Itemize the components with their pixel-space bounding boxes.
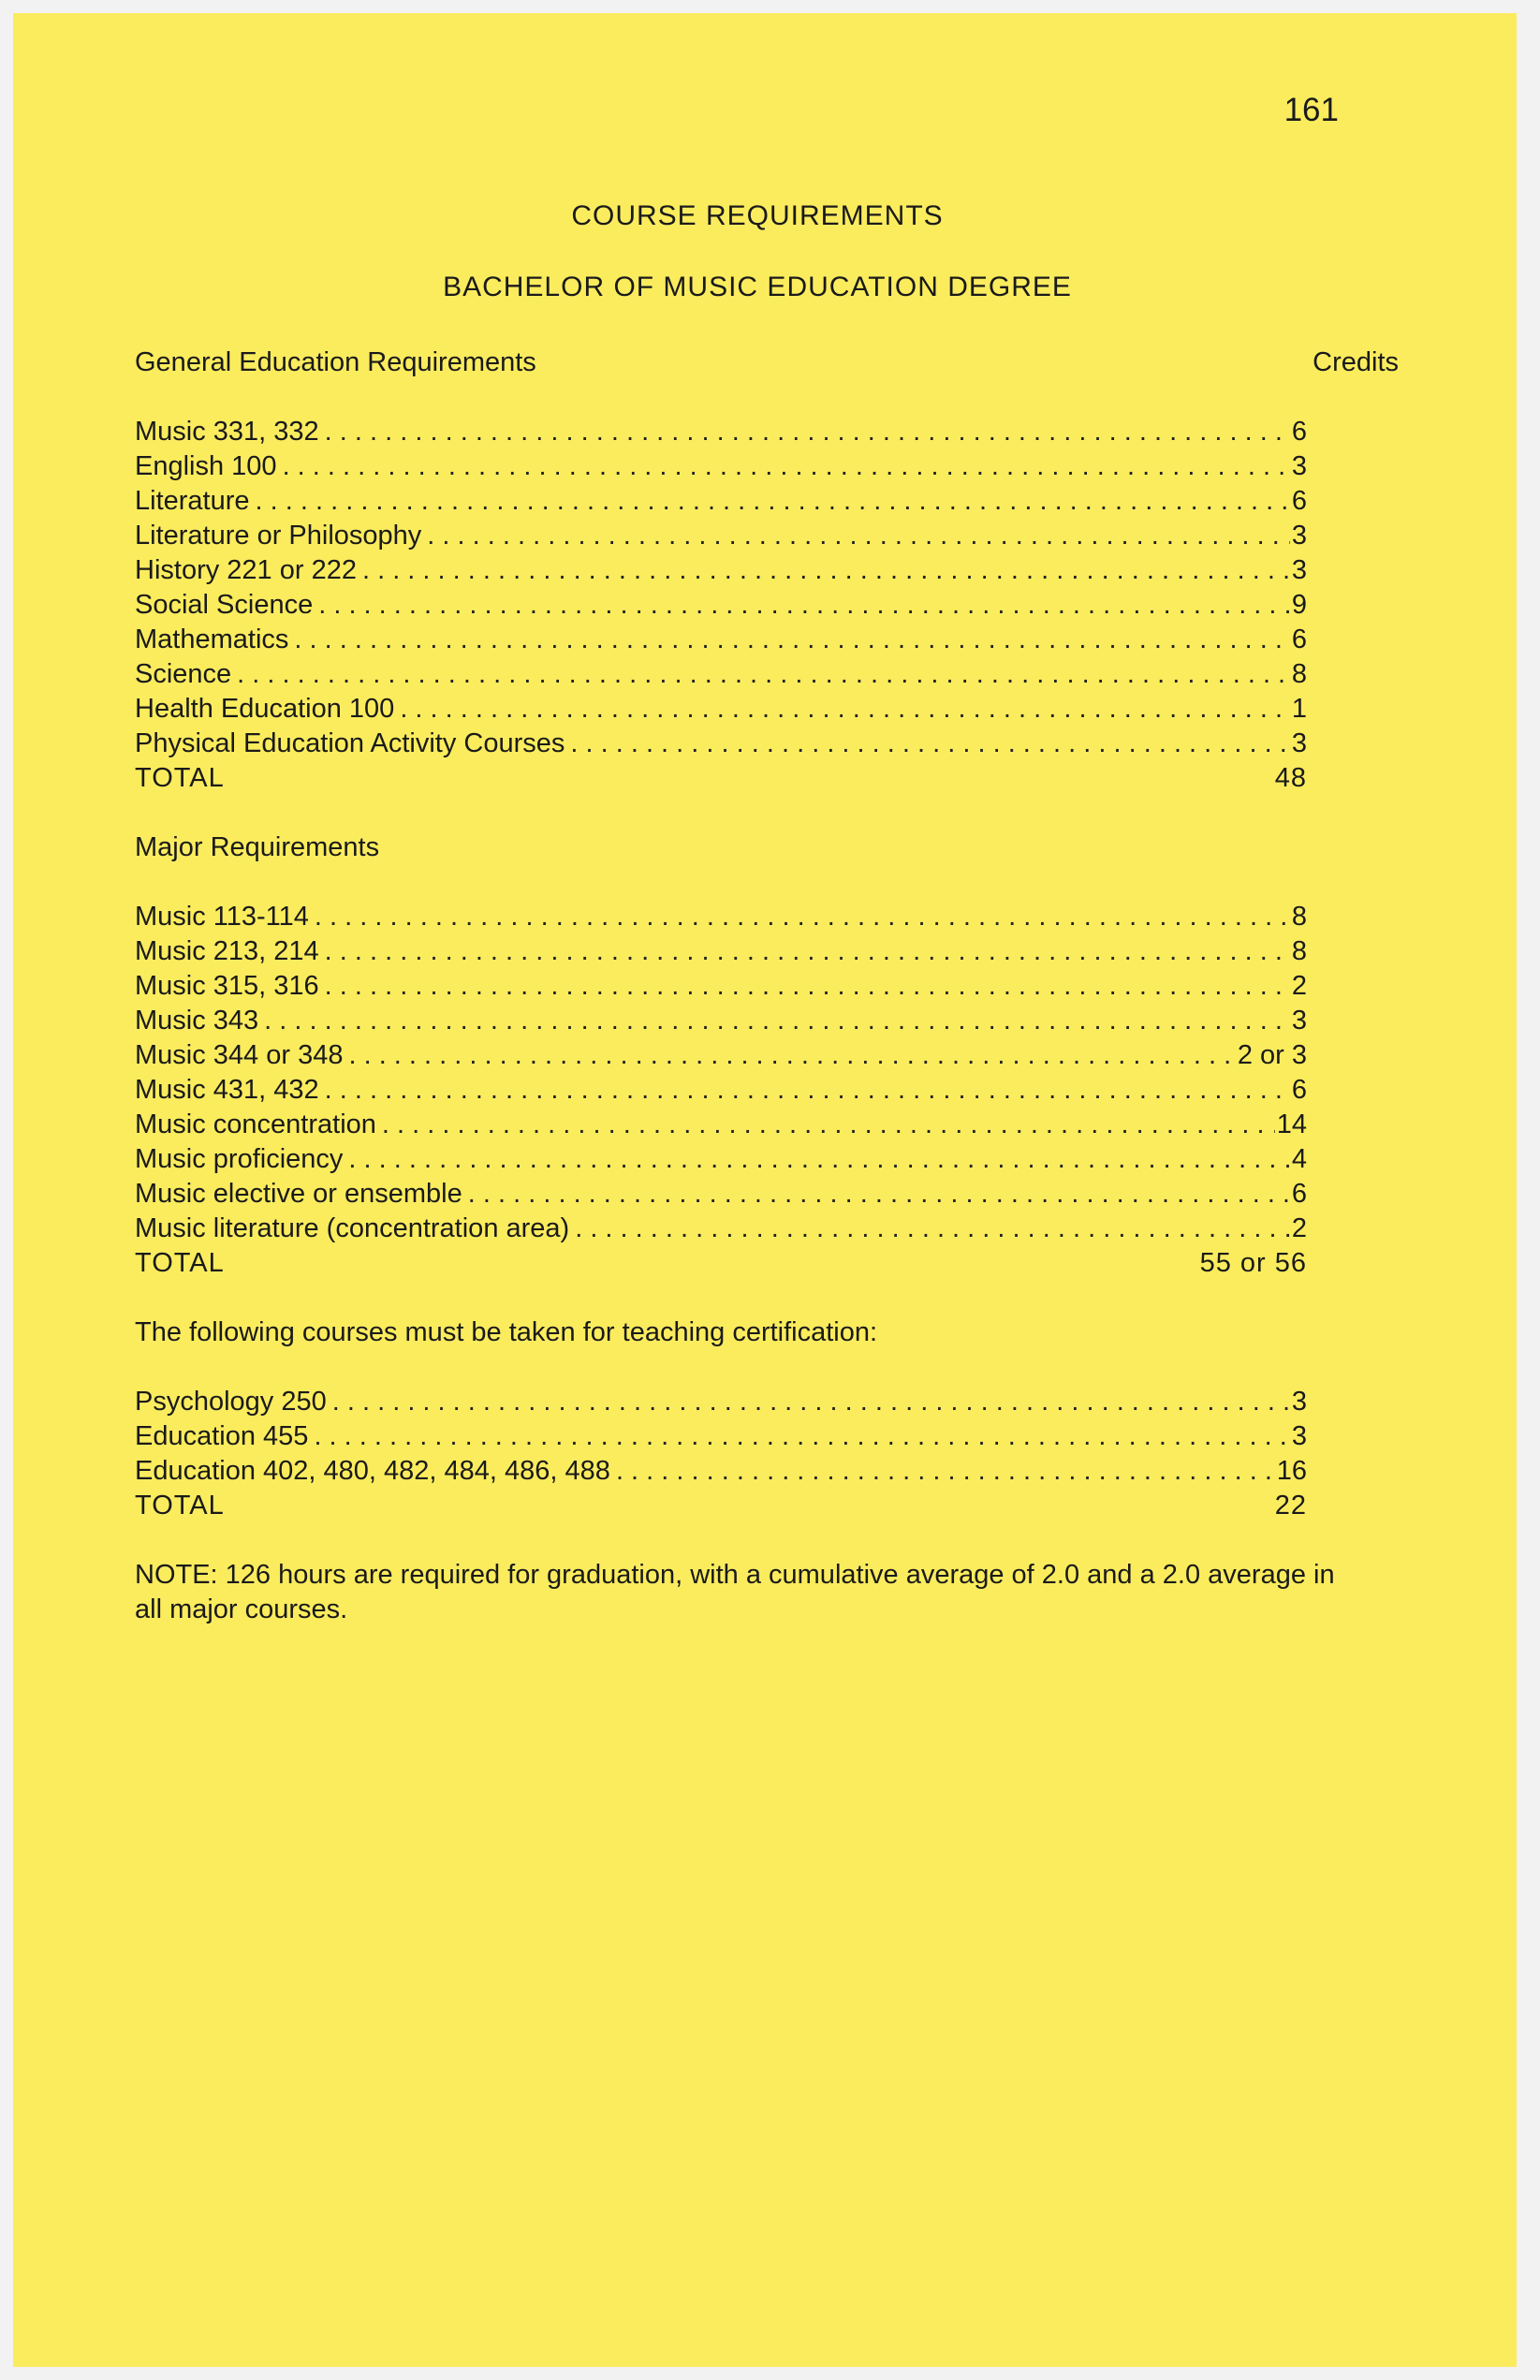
- credit-value: 8: [1291, 936, 1307, 966]
- course-label: Education 455: [135, 1421, 309, 1451]
- list-item: [135, 1177, 1307, 1212]
- dot-leader: [237, 657, 1290, 692]
- list-item: [135, 1454, 1307, 1489]
- course-label: Social Science: [135, 590, 314, 620]
- dot-leader: [348, 1142, 1289, 1177]
- course-label: Music proficiency: [135, 1144, 344, 1174]
- credit-value: 6: [1291, 1179, 1307, 1209]
- page-title: COURSE REQUIREMENTS: [571, 200, 944, 231]
- course-label: Music 331, 332: [135, 417, 319, 447]
- course-label: Science: [135, 659, 232, 689]
- dot-leader: [400, 692, 1290, 727]
- certification-list: [135, 1385, 1361, 1489]
- list-item: [135, 553, 1307, 588]
- dot-leader: [325, 969, 1290, 1004]
- course-label: Mathematics: [135, 624, 289, 654]
- dot-leader: [325, 1073, 1290, 1108]
- dot-leader: [325, 415, 1290, 449]
- list-item: [135, 1385, 1307, 1419]
- total-label: TOTAL: [135, 763, 225, 793]
- credit-value: 2: [1291, 971, 1307, 1001]
- course-label: Music concentration: [135, 1109, 376, 1139]
- requirements-content: [135, 345, 1399, 1627]
- course-label: Music 431, 432: [135, 1075, 319, 1105]
- dot-leader: [256, 484, 1290, 519]
- dot-leader: [348, 1038, 1235, 1073]
- major-requirements-header: [135, 830, 1361, 865]
- course-label: Music elective or ensemble: [135, 1179, 462, 1209]
- credit-value: 6: [1291, 417, 1307, 447]
- page-number: 161: [1283, 92, 1339, 128]
- total-label: TOTAL: [135, 1248, 225, 1278]
- course-label: Music 343: [135, 1006, 259, 1036]
- credit-value: 8: [1291, 659, 1307, 689]
- dot-leader: [468, 1177, 1290, 1212]
- credit-value: 6: [1291, 486, 1307, 516]
- dot-leader: [294, 623, 1289, 657]
- list-item: [135, 1004, 1307, 1038]
- course-label: Music 315, 316: [135, 971, 319, 1001]
- credit-value: 4: [1291, 1144, 1307, 1174]
- credit-value: 2: [1291, 1213, 1307, 1243]
- list-item: [135, 484, 1307, 519]
- general-education-heading: General Education Requirements: [135, 347, 536, 377]
- credit-value: 3: [1291, 521, 1307, 551]
- total-value: 22: [1274, 1491, 1307, 1521]
- credit-value: 2 or 3: [1237, 1040, 1307, 1070]
- general-education-list: [135, 415, 1361, 761]
- dot-leader: [315, 900, 1290, 934]
- credit-value: 8: [1291, 902, 1307, 932]
- document-page: [13, 13, 1517, 2367]
- credit-value: 3: [1291, 1421, 1307, 1451]
- course-label: Music 213, 214: [135, 936, 319, 966]
- list-item: [135, 623, 1307, 657]
- list-item: [135, 934, 1307, 969]
- credit-value: 6: [1291, 1075, 1307, 1105]
- major-requirements-list: [135, 900, 1361, 1246]
- dot-leader: [575, 1212, 1290, 1246]
- credit-value: 9: [1291, 590, 1307, 620]
- dot-leader: [362, 553, 1290, 588]
- dot-leader: [382, 1108, 1275, 1142]
- general-education-header: [135, 345, 1399, 380]
- certification-header: [135, 1315, 1361, 1350]
- list-item: [135, 900, 1307, 934]
- credit-value: 3: [1291, 1387, 1307, 1417]
- certification-total: [135, 1489, 1307, 1523]
- list-item: [135, 969, 1307, 1004]
- credits-column-label: Credits: [1313, 347, 1399, 377]
- dot-leader: [283, 449, 1290, 484]
- credit-value: 3: [1291, 451, 1307, 481]
- certification-heading: The following courses must be taken for teaching certification:: [135, 1317, 878, 1347]
- credit-value: 3: [1291, 1006, 1307, 1036]
- course-label: Literature: [135, 486, 250, 516]
- graduation-note: NOTE: 126 hours are required for graduation, with a cumulative average of 2.0 and a 2.0 average in all major courses.: [135, 1560, 1335, 1624]
- list-item: [135, 727, 1307, 761]
- dot-leader: [570, 727, 1289, 761]
- list-item: [135, 1073, 1307, 1108]
- list-item: [135, 657, 1307, 692]
- course-label: English 100: [135, 451, 277, 481]
- course-label: Psychology 250: [135, 1387, 327, 1417]
- course-label: Education 402, 480, 482, 484, 486, 488: [135, 1456, 610, 1486]
- dot-leader: [314, 1419, 1289, 1454]
- dot-leader: [332, 1385, 1290, 1419]
- list-item: [135, 449, 1307, 484]
- credit-value: 3: [1291, 555, 1307, 585]
- list-item: [135, 1142, 1307, 1177]
- course-label: Health Education 100: [135, 694, 395, 724]
- course-label: Music literature (concentration area): [135, 1213, 570, 1243]
- list-item: [135, 519, 1307, 553]
- course-label: Physical Education Activity Courses: [135, 728, 565, 758]
- dot-leader: [318, 588, 1290, 623]
- page-subtitle: BACHELOR OF MUSIC EDUCATION DEGREE: [443, 272, 1072, 302]
- credit-value: 6: [1291, 624, 1307, 654]
- list-item: [135, 588, 1307, 623]
- list-item: [135, 1108, 1307, 1142]
- course-label: Music 344 or 348: [135, 1040, 344, 1070]
- dot-leader: [616, 1454, 1275, 1489]
- course-label: History 221 or 222: [135, 555, 357, 585]
- total-value: 48: [1274, 763, 1307, 793]
- credit-value: 3: [1291, 728, 1307, 758]
- credit-value: 14: [1276, 1109, 1307, 1139]
- list-item: [135, 1212, 1307, 1246]
- list-item: [135, 415, 1307, 449]
- course-label: Music 113-114: [135, 902, 309, 932]
- course-label: Literature or Philosophy: [135, 521, 422, 551]
- dot-leader: [427, 519, 1290, 553]
- dot-leader: [325, 934, 1290, 969]
- credit-value: 1: [1291, 694, 1307, 724]
- list-item: [135, 1419, 1307, 1454]
- major-requirements-total: [135, 1246, 1307, 1281]
- list-item: [135, 692, 1307, 727]
- credit-value: 16: [1276, 1456, 1307, 1486]
- dot-leader: [264, 1004, 1290, 1038]
- list-item: [135, 1038, 1307, 1073]
- major-requirements-heading: Major Requirements: [135, 832, 380, 862]
- general-education-total: [135, 761, 1307, 796]
- total-value: 55 or 56: [1199, 1248, 1307, 1278]
- total-label: TOTAL: [135, 1491, 225, 1521]
